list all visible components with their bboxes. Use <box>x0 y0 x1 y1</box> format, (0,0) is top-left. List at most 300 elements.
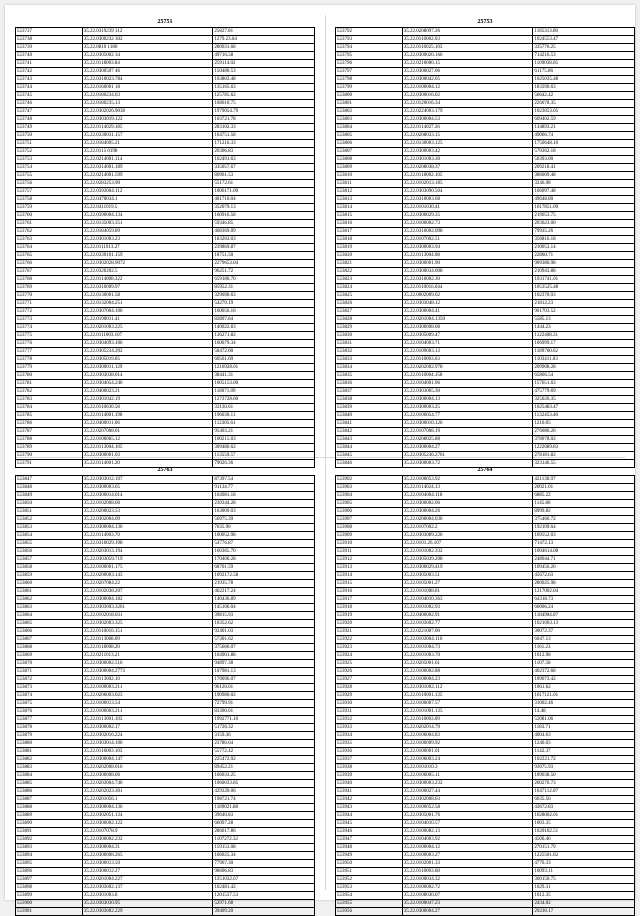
table-row <box>336 572 635 580</box>
amount-cell: 462217.24 <box>213 588 315 596</box>
cadastral-number-cell: 35.22.0307004.100 <box>82 308 213 316</box>
cadastral-number-cell: 35.22.0305236.2761 <box>402 452 533 460</box>
table-row <box>16 708 315 716</box>
row-number-cell: 553946 <box>336 828 403 836</box>
amount-cell: 82807.84 <box>213 316 315 324</box>
table-row <box>336 700 635 708</box>
page-title: 25751 <box>157 19 173 25</box>
cadastral-number-cell: 35.22.0100063.211 <box>82 708 213 716</box>
table-row <box>16 508 315 516</box>
cadastral-number-cell: 35.22.0118002.105 <box>402 172 533 180</box>
cadastral-number-cell: 35.22.0300042.05 <box>402 76 533 84</box>
cadastral-number-cell: 35.22.0113004.105 <box>82 444 213 452</box>
table-row <box>16 428 315 436</box>
row-number-cell: 553812 <box>336 188 403 196</box>
amount-cell: 102221.72 <box>533 756 635 764</box>
amount-cell: 659180.70 <box>213 276 315 284</box>
table-row <box>336 372 635 380</box>
amount-cell: 481710.04 <box>213 196 315 204</box>
row-number-cell: 553836 <box>336 380 403 388</box>
table-row <box>16 28 315 36</box>
amount-cell: 1184904.07 <box>533 612 635 620</box>
row-number-cell: 553829 <box>336 324 403 332</box>
row-number-cell: 553802 <box>336 108 403 116</box>
cadastral-number-cell: 35.22.0100052.58 <box>402 804 533 812</box>
amount-cell: 1992771.10 <box>213 716 315 724</box>
row-number-cell: 553753 <box>16 156 83 164</box>
cadastral-number-cell: 35.22.0300008.265 <box>82 852 213 860</box>
row-number-cell: 553815 <box>336 212 403 220</box>
amount-cell: 1273728.60 <box>213 396 315 404</box>
row-number-cell: 553955 <box>336 900 403 908</box>
cadastral-number-cell: 35.22.0118008.20 <box>82 644 213 652</box>
row-number-cell: 553762 <box>16 228 83 236</box>
cadastral-number-cell: 35.22.0302026.9038 <box>82 108 213 116</box>
amount-cell: 52081.06 <box>533 716 635 724</box>
cadastral-number-cell: 35.22.0300034.008 <box>402 268 533 276</box>
amount-cell: 1005153.00 <box>213 380 315 388</box>
row-number-cell: 553826 <box>336 300 403 308</box>
table-row <box>336 76 635 84</box>
table-row <box>336 748 635 756</box>
table-row <box>16 316 315 324</box>
amount-cell: 77967.30 <box>213 860 315 868</box>
page-title: 25753 <box>477 19 493 25</box>
table-row <box>16 644 315 652</box>
table-row <box>16 700 315 708</box>
cadastral-number-cell: 35.22.0300001.90 <box>402 260 533 268</box>
cadastral-number-cell: 35.22.0300004.41 <box>402 308 533 316</box>
cadastral-number-cell: 35.22.0110002.03 <box>402 36 533 44</box>
amount-cell: 59346.85 <box>213 220 315 228</box>
row-number-cell: 553910 <box>336 540 403 548</box>
cadastral-number-cell: 35.22.0303002.229 <box>82 908 213 916</box>
amount-cell: 55772.42 <box>213 748 315 756</box>
amount-cell: 226078.35 <box>533 100 635 108</box>
row-number-cell: 553901 <box>16 908 83 916</box>
cadastral-number-cell: 35.22.0470034.1 <box>82 196 213 204</box>
cadastral-number-cell: 35.22.0102013.185 <box>402 180 533 188</box>
amount-cell: 100052.98 <box>213 532 315 540</box>
cadastral-number-cell: 35.22.0300003.42 <box>402 148 533 156</box>
amount-cell: 1251032.67 <box>213 876 315 884</box>
table-row <box>16 828 315 836</box>
cadastral-number-cell: 35.22.0106005.11 <box>402 772 533 780</box>
row-number-cell: 553833 <box>336 356 403 364</box>
row-number-cell: 553779 <box>16 364 83 372</box>
row-number-cell: 553767 <box>16 268 83 276</box>
table-row <box>336 268 635 276</box>
table-row <box>336 548 635 556</box>
table-row <box>336 612 635 620</box>
amount-cell: 4770.33 <box>533 860 635 868</box>
row-number-cell: 553885 <box>16 780 83 788</box>
table-row <box>16 876 315 884</box>
cadastral-number-cell: 35.22.0301003.30 <box>402 156 533 164</box>
cadastral-number-cell: 35.22.0111003.107 <box>82 332 213 340</box>
amount-cell: 1028002.01 <box>533 812 635 820</box>
row-number-cell: 553899 <box>16 892 83 900</box>
amount-cell: 64318.73 <box>533 596 635 604</box>
row-number-cell: 553737 <box>16 28 83 36</box>
table-row <box>336 780 635 788</box>
cadastral-number-cell: 35.22.0110025.103 <box>402 44 533 52</box>
table-row <box>16 68 315 76</box>
table-row <box>16 484 315 492</box>
amount-cell: 1142.37 <box>533 748 635 756</box>
table-row <box>336 540 635 548</box>
table-row <box>336 364 635 372</box>
table-row <box>16 412 315 420</box>
amount-cell: 66097.28 <box>213 820 315 828</box>
cadastral-number-cell: 35.22.0200004.030 <box>402 516 533 524</box>
amount-cell: 1103411.03 <box>533 356 635 364</box>
cadastral-number-cell: 35.22.0107002.2 <box>402 524 533 532</box>
row-number-cell: 553870 <box>16 660 83 668</box>
cadastral-number-cell: 35.22.0300027.06 <box>402 68 533 76</box>
amount-cell: 60561.69 <box>213 356 315 364</box>
table-row <box>16 692 315 700</box>
table-row <box>336 140 635 148</box>
amount-cell: 2279653.04 <box>213 260 315 268</box>
amount-cell: 160365.70 <box>213 548 315 556</box>
amount-cell: 429320.06 <box>213 788 315 796</box>
amount-cell: 1240.03 <box>533 740 635 748</box>
table-row <box>16 540 315 548</box>
row-number-cell: 553752 <box>16 148 83 156</box>
amount-cell: 163009.03 <box>213 508 315 516</box>
table-row <box>16 284 315 292</box>
table-row <box>16 884 315 892</box>
row-number-cell: 553789 <box>16 444 83 452</box>
cadastral-number-cell: 35.22.0301002.112 <box>402 684 533 692</box>
row-number-cell: 553768 <box>16 276 83 284</box>
cadastral-number-cell: 35.22.0300004.31 <box>82 844 213 852</box>
row-number-cell: 553764 <box>16 244 83 252</box>
cadastral-number-cell: 35.22.0300004.27 <box>402 908 533 916</box>
amount-cell: 1185313.80 <box>533 28 635 36</box>
row-number-cell: 553859 <box>16 572 83 580</box>
cadastral-number-cell: 35.22.0201056.1 <box>82 796 213 804</box>
amount-cell: 278181.82 <box>533 452 635 460</box>
page-title: 25764 <box>477 467 493 473</box>
table-row <box>16 236 315 244</box>
cadastral-number-cell: 35.22.0104003.92 <box>402 836 533 844</box>
cadastral-number-cell: 35.22.0160001 18 <box>82 84 213 92</box>
table-row <box>336 60 635 68</box>
row-number-cell: 553776 <box>16 340 83 348</box>
row-number-cell: 553827 <box>336 308 403 316</box>
table-row <box>336 820 635 828</box>
amount-cell: 1012.98 <box>533 652 635 660</box>
row-number-cell: 553806 <box>336 140 403 148</box>
row-number-cell: 553881 <box>16 748 83 756</box>
cadastral-number-cell: 35.22.0300029.419 <box>402 564 533 572</box>
amount-cell: 58472.60 <box>213 348 315 356</box>
cadastral-number-cell: 35.22.0205001.61 <box>402 660 533 668</box>
table-row <box>16 796 315 804</box>
cadastral-number-cell: 35.22.0303059.719 <box>82 556 213 564</box>
amount-cell: 33130.61 <box>213 404 315 412</box>
cadastral-number-cell: 35.22.0200003.143 <box>82 572 213 580</box>
table-row <box>336 292 635 300</box>
page-top-right <box>335 17 635 468</box>
row-number-cell: 553834 <box>336 364 403 372</box>
cadastral-number-cell: 35.22.0310002.30 <box>402 276 533 284</box>
cadastral-number-cell: 35.22.0303005.30 <box>402 388 533 396</box>
amount-cell: 1003.35 <box>533 820 635 828</box>
table-row <box>336 684 635 692</box>
cadastral-number-cell: 35.22.0100002.72 <box>402 884 533 892</box>
row-number-cell: 553933 <box>336 724 403 732</box>
row-number-cell: 553785 <box>16 412 83 420</box>
cadastral-number-cell: 35.22.0300004.2773 <box>82 668 213 676</box>
table-row <box>336 900 635 908</box>
row-number-cell: 553840 <box>336 412 403 420</box>
table-row <box>16 180 315 188</box>
amount-cell: 79935.26 <box>533 228 635 236</box>
amount-cell: 102370.93 <box>533 292 635 300</box>
table-row <box>336 876 635 884</box>
amount-cell: 276086.26 <box>533 428 635 436</box>
row-number-cell: 553800 <box>336 92 403 100</box>
row-number-cell: 553947 <box>336 836 403 844</box>
cadastral-number-cell: 35.22.0110001.135 <box>402 692 533 700</box>
cadastral-number-cell: 35.22.0283253.90 <box>82 180 213 188</box>
cadastral-number-cell: 35.22.0300001.03 <box>82 452 213 460</box>
row-number-cell: 553788 <box>16 436 83 444</box>
table-row <box>336 188 635 196</box>
cadastral-number-cell: 35.22.0101004.73 <box>402 644 533 652</box>
cadastral-number-cell: 35.22.0302008.63 <box>402 796 533 804</box>
table-row <box>16 812 315 820</box>
table-row <box>16 852 315 860</box>
row-number-cell: 553769 <box>16 284 83 292</box>
ledger-table <box>335 475 635 916</box>
table-row <box>16 556 315 564</box>
row-number-cell: 553773 <box>16 316 83 324</box>
cadastral-number-cell: 35.22.0110003.68 <box>402 868 533 876</box>
cadastral-number-cell: 35.22.0101010.3 <box>402 764 533 772</box>
amount-cell: 10093.11 <box>533 868 635 876</box>
row-number-cell: 553792 <box>336 28 403 36</box>
row-number-cell: 553743 <box>16 76 83 84</box>
row-number-cell: 553778 <box>16 356 83 364</box>
cadastral-number-cell: 35.22.0104010.57 <box>402 820 533 828</box>
table-row <box>16 268 315 276</box>
cadastral-number-cell: 35.22.0300003.232 <box>402 780 533 788</box>
row-number-cell: 553877 <box>16 716 83 724</box>
table-row <box>16 740 315 748</box>
amount-cell: 402372.68 <box>533 668 635 676</box>
table-row <box>336 44 635 52</box>
amount-cell: 259114.02 <box>213 60 315 68</box>
cadastral-number-cell: 35.22.0303048.12 <box>402 300 533 308</box>
table-row <box>336 508 635 516</box>
table-row <box>16 500 315 508</box>
table-row <box>16 204 315 212</box>
vertical-divider <box>325 15 326 890</box>
row-number-cell: 553849 <box>16 492 83 500</box>
amount-cell: 210053.14 <box>533 244 635 252</box>
table-row <box>336 628 635 636</box>
row-number-cell: 553934 <box>336 732 403 740</box>
cadastral-number-cell: 35.22.0107078.9 <box>82 828 213 836</box>
row-number-cell: 553905 <box>336 500 403 508</box>
cadastral-number-cell: 35.22.0305009.47 <box>402 332 533 340</box>
table-row <box>16 612 315 620</box>
cadastral-number-cell: 35.22.0109003.13 <box>402 348 533 356</box>
cadastral-number-cell: 35.22.0303038.014 <box>82 372 213 380</box>
amount-cell: 1201537.53 <box>213 892 315 900</box>
cadastral-number-cell: 35.22.0330031.157 <box>82 132 213 140</box>
row-number-cell: 553760 <box>16 212 83 220</box>
cadastral-number-cell: 35.22.0208038.37 <box>402 164 533 172</box>
row-number-cell: 553887 <box>16 796 83 804</box>
table-row <box>336 892 635 900</box>
row-number-cell: 553839 <box>336 404 403 412</box>
table-row <box>336 284 635 292</box>
amount-cell: 230344.28 <box>213 500 315 508</box>
amount-cell: 1017851.09 <box>533 204 635 212</box>
table-row <box>336 436 635 444</box>
cadastral-number-cell: 35.22.0302051.134 <box>82 812 213 820</box>
row-number-cell: 553796 <box>336 60 403 68</box>
table-row <box>336 844 635 852</box>
cadastral-number-cell: 35.22.0310023.784 <box>82 76 213 84</box>
row-number-cell: 553741 <box>16 60 83 68</box>
cadastral-number-cell: 35.22.0300003.94 <box>402 244 533 252</box>
table-row <box>336 260 635 268</box>
amount-cell: 29230.17 <box>533 908 635 916</box>
row-number-cell: 553939 <box>336 772 403 780</box>
cadastral-number-cell: 35.22.0184005.21 <box>82 140 213 148</box>
amount-cell: 1444.23 <box>533 324 635 332</box>
amount-cell: 80961.53 <box>213 172 315 180</box>
cadastral-number-cell: 35.22.0110030.58 <box>82 404 213 412</box>
amount-cell: 160916.58 <box>213 212 315 220</box>
table-row <box>336 300 635 308</box>
table-row <box>336 84 635 92</box>
row-number-cell: 553902 <box>336 476 403 484</box>
table-row <box>336 380 635 388</box>
cadastral-number-cell: 35.22.0201003.225 <box>82 324 213 332</box>
cadastral-number-cell: 35.22.0300004.147 <box>82 756 213 764</box>
amount-cell: 125785.62 <box>213 92 315 100</box>
amount-cell: 38441.31 <box>213 372 315 380</box>
amount-cell: 280031.68 <box>213 44 315 52</box>
amount-cell: 1210.05 <box>533 420 635 428</box>
row-number-cell: 553949 <box>336 852 403 860</box>
table-row <box>336 476 635 484</box>
table-row <box>16 580 315 588</box>
row-number-cell: 553908 <box>336 524 403 532</box>
table-row <box>336 332 635 340</box>
amount-cell: 140022.83 <box>213 324 315 332</box>
amount-cell: 375466.72 <box>533 516 635 524</box>
amount-cell: 270151.79 <box>533 844 635 852</box>
table-row <box>336 852 635 860</box>
table-row <box>16 372 315 380</box>
row-number-cell: 553772 <box>16 308 83 316</box>
cadastral-number-cell: 35.22.0208025.88 <box>402 436 533 444</box>
cadastral-number-cell: 35.22.0300020.166 <box>402 52 533 60</box>
amount-cell: 8999.82 <box>533 508 635 516</box>
row-number-cell: 553808 <box>336 156 403 164</box>
ledger-table <box>15 475 315 916</box>
table-row <box>16 308 315 316</box>
amount-cell: 160079.34 <box>213 340 315 348</box>
table-row <box>336 444 635 452</box>
row-number-cell: 553916 <box>336 588 403 596</box>
cadastral-number-cell: 35.22.0300004.53 <box>402 116 533 124</box>
cadastral-number-cell: 35.22.0810 1180 <box>82 44 213 52</box>
table-row <box>336 124 635 132</box>
row-number-cell: 553835 <box>336 372 403 380</box>
row-number-cell: 553818 <box>336 236 403 244</box>
table-row <box>16 572 315 580</box>
row-number-cell: 553748 <box>16 116 83 124</box>
cadastral-number-cell: 35.22.0310009.97 <box>82 284 213 292</box>
table-row <box>16 196 315 204</box>
cadastral-number-cell: 35.22.0303014.100 <box>82 740 213 748</box>
row-number-cell: 553755 <box>16 172 83 180</box>
amount-cell: 1023053.05 <box>533 108 635 116</box>
amount-cell: 166033.25 <box>213 772 315 780</box>
table-row <box>16 732 315 740</box>
amount-cell: 112305.61 <box>213 420 315 428</box>
amount-cell: 170696.07 <box>213 676 315 684</box>
row-number-cell: 553822 <box>336 268 403 276</box>
row-number-cell: 553844 <box>336 444 403 452</box>
table-row <box>16 332 315 340</box>
row-number-cell: 553805 <box>336 132 403 140</box>
amount-cell: 183390.63 <box>533 84 635 92</box>
table-row <box>16 524 315 532</box>
amount-cell: 1222089.83 <box>533 444 635 452</box>
cadastral-number-cell: 35.22.0221007.00 <box>402 628 533 636</box>
table-row <box>16 148 315 156</box>
table-row <box>16 100 315 108</box>
amount-cell: 170400.28 <box>213 556 315 564</box>
amount-cell: 1017121.01 <box>533 692 635 700</box>
amount-cell: 51726.32 <box>213 724 315 732</box>
cadastral-number-cell: 35.22.0208097.26 <box>402 28 533 36</box>
cadastral-number-cell: 35.22.0100003.211 <box>82 684 213 692</box>
amount-cell: 335776.25 <box>533 44 635 52</box>
amount-cell: 4500.46 <box>533 836 635 844</box>
amount-cell: 1024553.47 <box>533 36 635 44</box>
amount-cell: 6035.56 <box>533 796 635 804</box>
cadastral-number-cell: 35.22.0300004.182 <box>82 596 213 604</box>
amount-cell: 225472.92 <box>213 756 315 764</box>
table-row <box>16 84 315 92</box>
table-row <box>16 116 315 124</box>
row-number-cell: 553906 <box>336 508 403 516</box>
table-row <box>336 652 635 660</box>
table-row <box>16 532 315 540</box>
amount-cell: 162481.42 <box>213 884 315 892</box>
table-row <box>336 100 635 108</box>
cadastral-number-cell: 35.22.0300010.126 <box>402 420 533 428</box>
amount-cell: 49066.74 <box>533 132 635 140</box>
row-number-cell: 553759 <box>16 204 83 212</box>
cadastral-number-cell: 35.22.0132004.251 <box>82 300 213 308</box>
row-number-cell: 553861 <box>16 588 83 596</box>
amount-cell: 352079.13 <box>213 204 315 212</box>
cadastral-number-cell: 35.22.0300008.08 <box>402 324 533 332</box>
cadastral-number-cell: 35.22.0108030.07 <box>402 892 533 900</box>
